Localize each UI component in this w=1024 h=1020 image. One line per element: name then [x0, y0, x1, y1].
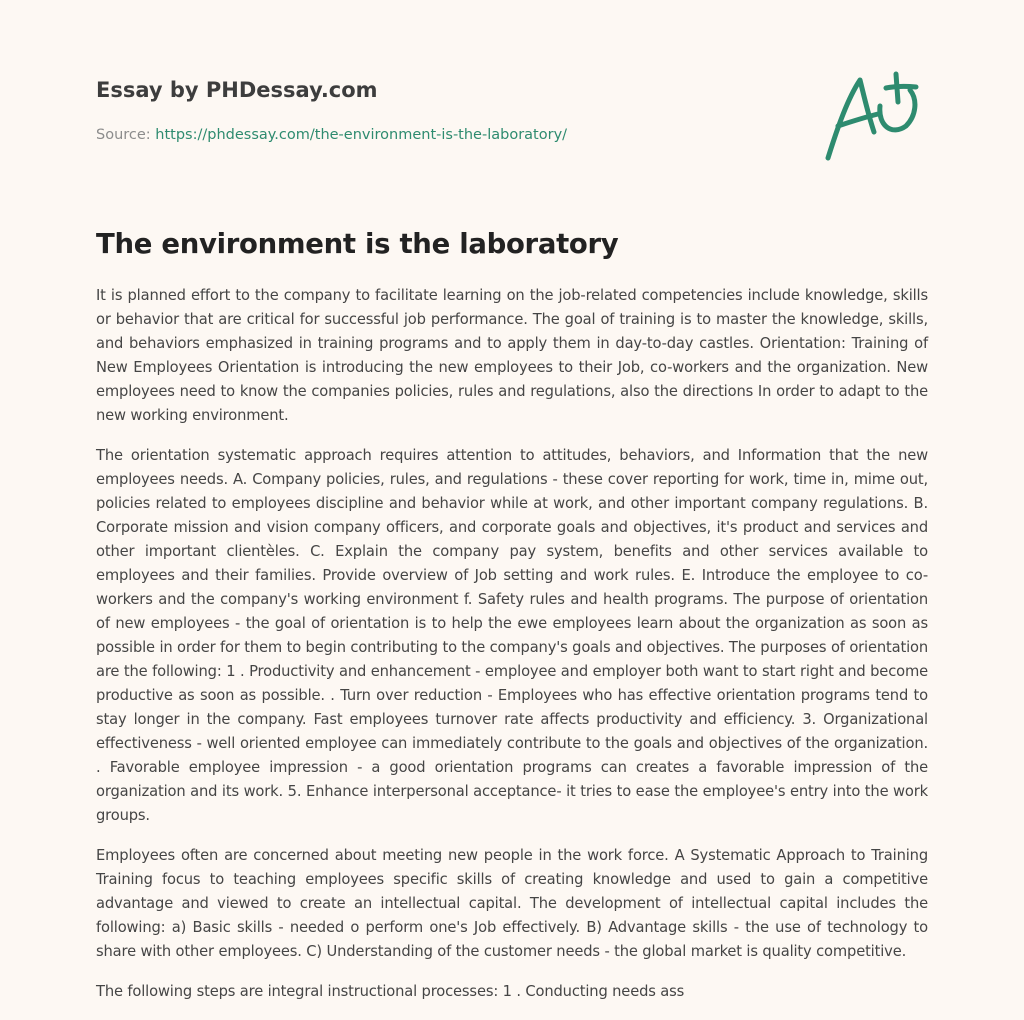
- essay-body: [96, 284, 928, 1020]
- page-header: [96, 76, 796, 145]
- site-title: Essay by PHDessay.com: [96, 78, 378, 102]
- essay-paragraph: The orientation systematic approach requires attention to attitudes, behaviors, and Information that the new employees needs. A. Company policies, rules, and regulations - these cover reporting for work, time in, mime out, policies related to employees discipline and behavior while at work, and other important company regulations. B. Corporate mission and vision company officers, and corporate goals and objectives, it's product and services and other important clientèles. C. Explain the company pay system, benefits and other services available to employees and their families. Provide overview of Job setting and work rules. E. Introduce the employee to co-workers and the company's working environment f. Safety rules and health programs. The purpose of orientation of new employees - the goal of orientation is to help the ewe employees learn about the organization as soon as possible in order for them to begin contributing to the company's goals and objectives. The purposes of orientation are the following: 1 . Productivity and enhancement - employee and employer both want to start right and become productive as soon as possible. . Turn over reduction - Employees who has effective orientation programs tend to stay longer in the company. Fast employees turnover rate affects productivity and efficiency. 3. Organizational effectiveness - well oriented employee can immediately contribute to the goals and objectives of the organization. . Favorable employee impression - a good orientation programs can creates a favorable impression of the organization and its work. 5. Enhance interpersonal acceptance- it tries to ease the employee's entry into the work groups.: [96, 447, 929, 824]
- source-link[interactable]: https://phdessay.com/the-environment-is-the-laboratory/: [155, 127, 568, 143]
- essay-title: The environment is the laboratory: [96, 228, 619, 260]
- essay-paragraph: It is planned effort to the company to facilitate learning on the job-related competencies include knowledge, skills or behavior that are critical for successful job performance. The goal of training is to master the knowledge, skills, and behaviors emphasized in training programs and to apply them in day-to-day castles. Orientation: Training of New Employees Orientation is introducing the new employees to their Job, co-workers and the organization. New employees need to know the companies policies, rules and regulations, also the directions In order to adapt to the new working environment.: [96, 287, 928, 424]
- source-line: [96, 125, 796, 145]
- essay-paragraph: Employees often are concerned about meeting new people in the work force. A Systematic Approach to Training Training focus to teaching employees specific skills of creating knowledge and used to gain a competitive advantage and viewed to create an intellectual capital. The development of intellectual capital includes the following: a) Basic skills - needed o perform one's Job effectively. B) Advantage skills - the use of technology to share with other employees. C) Understanding of the customer needs - the global market is quality competitive.: [96, 847, 928, 960]
- a-plus-grade-icon: [820, 66, 930, 166]
- essay-paragraph: The following steps are integral instructional processes: 1 . Conducting needs ass: [96, 983, 685, 1000]
- source-label: Source:: [96, 127, 151, 143]
